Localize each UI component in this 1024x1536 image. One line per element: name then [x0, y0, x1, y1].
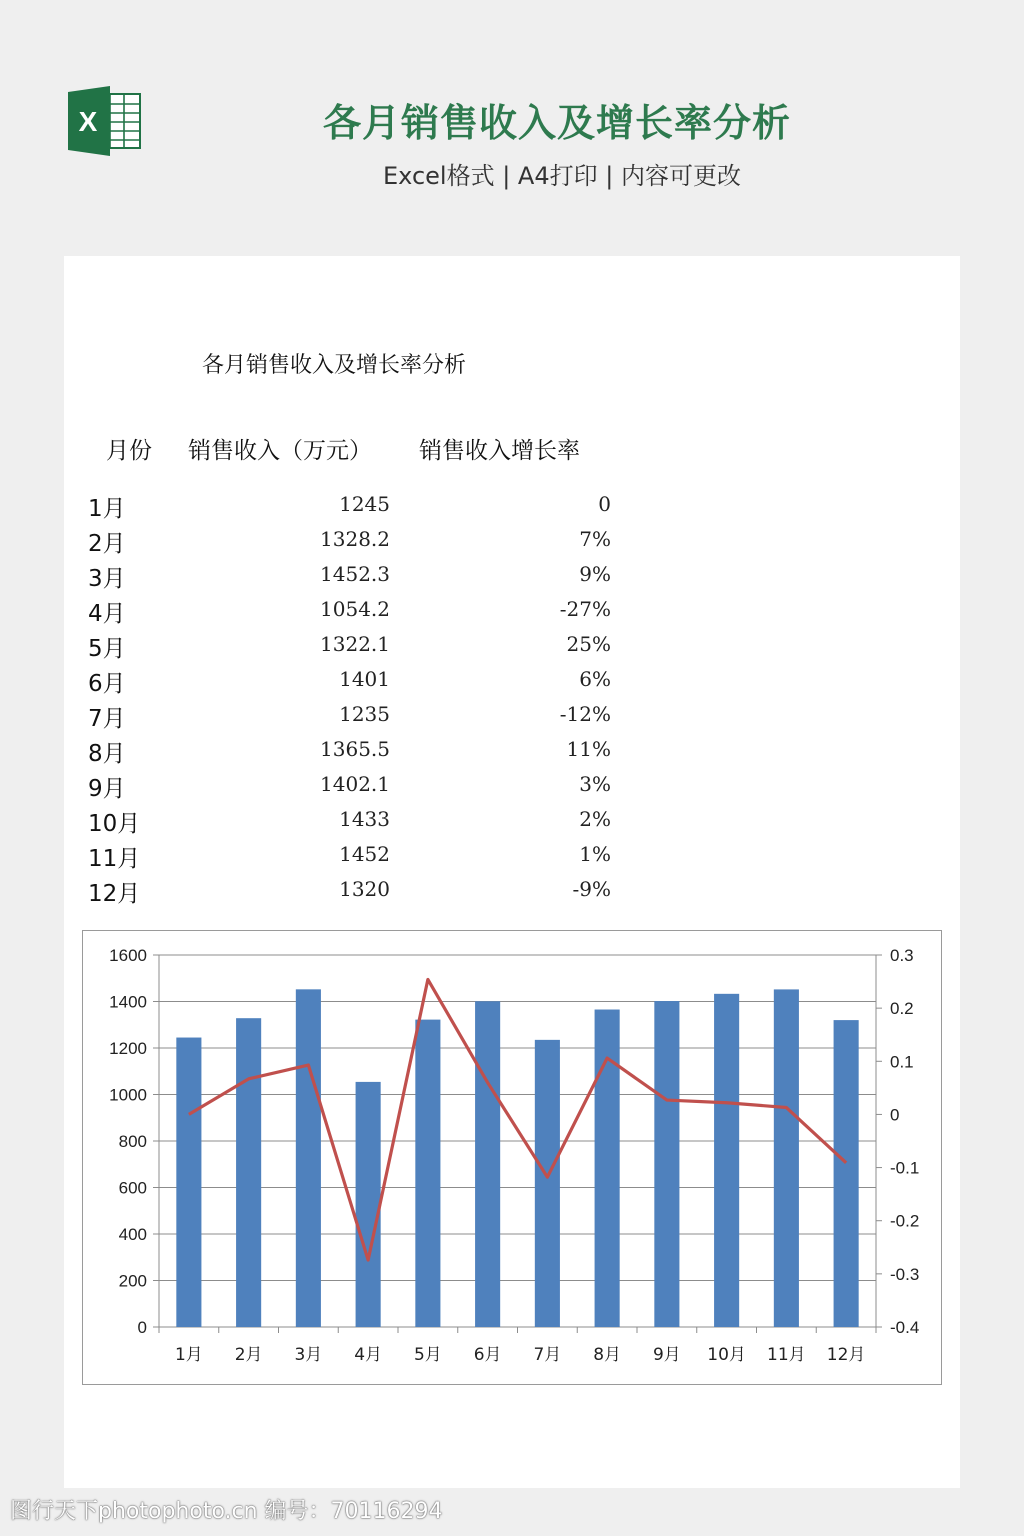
- cell-month: 5月: [88, 636, 126, 662]
- cell-growth: -9%: [572, 877, 611, 901]
- cell-growth: 3%: [579, 772, 611, 796]
- combo-chart: [82, 930, 942, 1385]
- cell-growth: 2%: [579, 807, 611, 831]
- cell-revenue: 1320: [339, 877, 390, 901]
- right-axis-tick-label: 0.1: [890, 1052, 914, 1072]
- banner-title: 各月销售收入及增长率分析: [322, 101, 791, 145]
- table-row: [64, 700, 960, 735]
- revenue-bar: [296, 989, 321, 1327]
- cell-growth: 0: [598, 492, 611, 516]
- table-row: [64, 770, 960, 805]
- left-axis-tick-label: 1600: [109, 946, 147, 965]
- right-axis-tick-label: -0.1: [890, 1158, 920, 1178]
- right-axis-tick-label: 0.3: [890, 946, 914, 965]
- cell-month: 8月: [88, 741, 126, 767]
- cell-growth: 11%: [566, 737, 611, 761]
- cell-month: 3月: [88, 566, 126, 592]
- category-label: 2月: [234, 1345, 263, 1365]
- cell-month: 1月: [88, 496, 126, 522]
- category-label: 8月: [593, 1345, 622, 1365]
- cell-revenue: 1322.1: [320, 632, 390, 656]
- table-row: [64, 595, 960, 630]
- revenue-bar: [475, 1001, 500, 1327]
- category-label: 3月: [294, 1345, 323, 1365]
- watermark-text: 图行天下photophoto.cn 编号：70116294: [10, 1499, 443, 1524]
- chart-canvas: [83, 931, 941, 1384]
- right-axis-tick-label: -0.3: [890, 1264, 920, 1284]
- cell-revenue: 1054.2: [320, 597, 390, 621]
- left-axis-tick-label: 800: [118, 1132, 147, 1151]
- left-axis-tick-label: 1000: [109, 1085, 147, 1105]
- table-row: [64, 630, 960, 665]
- revenue-bar: [176, 1038, 201, 1327]
- category-label: 1月: [174, 1345, 203, 1365]
- sheet-title: 各月销售收入及增长率分析: [202, 353, 467, 378]
- cell-revenue: 1452.3: [320, 562, 390, 586]
- cell-growth: -27%: [559, 597, 611, 621]
- header-growth: 销售收入增长率: [419, 438, 580, 464]
- spreadsheet-page: [64, 256, 960, 1488]
- cell-revenue: 1235: [339, 702, 390, 726]
- category-label: 7月: [533, 1345, 562, 1365]
- growth-rate-line: [189, 979, 846, 1260]
- table-row: [64, 525, 960, 560]
- left-axis-tick-label: 200: [118, 1271, 147, 1291]
- cell-month: 6月: [88, 671, 126, 697]
- cell-month: 2月: [88, 531, 126, 557]
- cell-month: 11月: [88, 846, 141, 872]
- header-revenue: 销售收入（万元）: [188, 438, 372, 464]
- category-label: 10月: [707, 1345, 746, 1365]
- category-label: 11月: [767, 1345, 806, 1365]
- table-row: [64, 840, 960, 875]
- table-row: [64, 490, 960, 525]
- table-row: [64, 735, 960, 770]
- right-axis-tick-label: -0.4: [890, 1318, 920, 1337]
- left-axis-tick-label: 600: [118, 1178, 147, 1198]
- excel-logo-letter: X: [78, 106, 98, 137]
- right-axis-tick-label: 0.2: [890, 999, 914, 1019]
- revenue-bar: [415, 1020, 440, 1327]
- revenue-bar: [834, 1020, 859, 1327]
- banner-subtitle: Excel格式 | A4打印 | 内容可更改: [383, 162, 741, 190]
- cell-growth: 9%: [579, 562, 611, 586]
- left-axis-tick-label: 1400: [109, 992, 147, 1012]
- cell-revenue: 1402.1: [320, 772, 390, 796]
- left-axis-tick-label: 1200: [109, 1039, 147, 1058]
- cell-revenue: 1245: [339, 492, 390, 516]
- category-label: 12月: [826, 1345, 866, 1365]
- revenue-bar: [654, 1001, 679, 1327]
- cell-growth: 25%: [566, 632, 611, 656]
- cell-growth: 7%: [579, 527, 611, 551]
- cell-month: 7月: [88, 706, 126, 732]
- cell-revenue: 1452: [339, 842, 390, 866]
- table-row: [64, 805, 960, 840]
- header-month: 月份: [106, 438, 152, 464]
- table-row: [64, 560, 960, 595]
- left-axis-tick-label: 400: [118, 1225, 147, 1244]
- cell-growth: 6%: [579, 667, 611, 691]
- cell-revenue: 1365.5: [320, 737, 390, 761]
- revenue-bar: [774, 989, 799, 1327]
- revenue-bar: [714, 994, 739, 1327]
- right-axis-tick-label: 0: [890, 1105, 900, 1125]
- right-axis-tick-label: -0.2: [890, 1211, 920, 1231]
- cell-month: 4月: [88, 601, 126, 627]
- cell-revenue: 1328.2: [320, 527, 390, 551]
- left-axis-tick-label: 0: [137, 1318, 147, 1337]
- cell-month: 9月: [88, 776, 126, 802]
- revenue-bar: [236, 1018, 261, 1327]
- table-row: [64, 875, 960, 910]
- cell-growth: -12%: [559, 702, 611, 726]
- category-label: 4月: [354, 1345, 383, 1365]
- cell-revenue: 1401: [339, 667, 390, 691]
- table-row: [64, 665, 960, 700]
- cell-month: 12月: [88, 881, 141, 907]
- revenue-bar: [356, 1082, 381, 1327]
- cell-month: 10月: [88, 811, 141, 837]
- revenue-bar: [535, 1040, 560, 1327]
- cell-revenue: 1433: [339, 807, 390, 831]
- cell-growth: 1%: [579, 842, 611, 866]
- category-label: 9月: [652, 1345, 681, 1365]
- category-label: 5月: [413, 1345, 442, 1365]
- category-label: 6月: [473, 1345, 502, 1365]
